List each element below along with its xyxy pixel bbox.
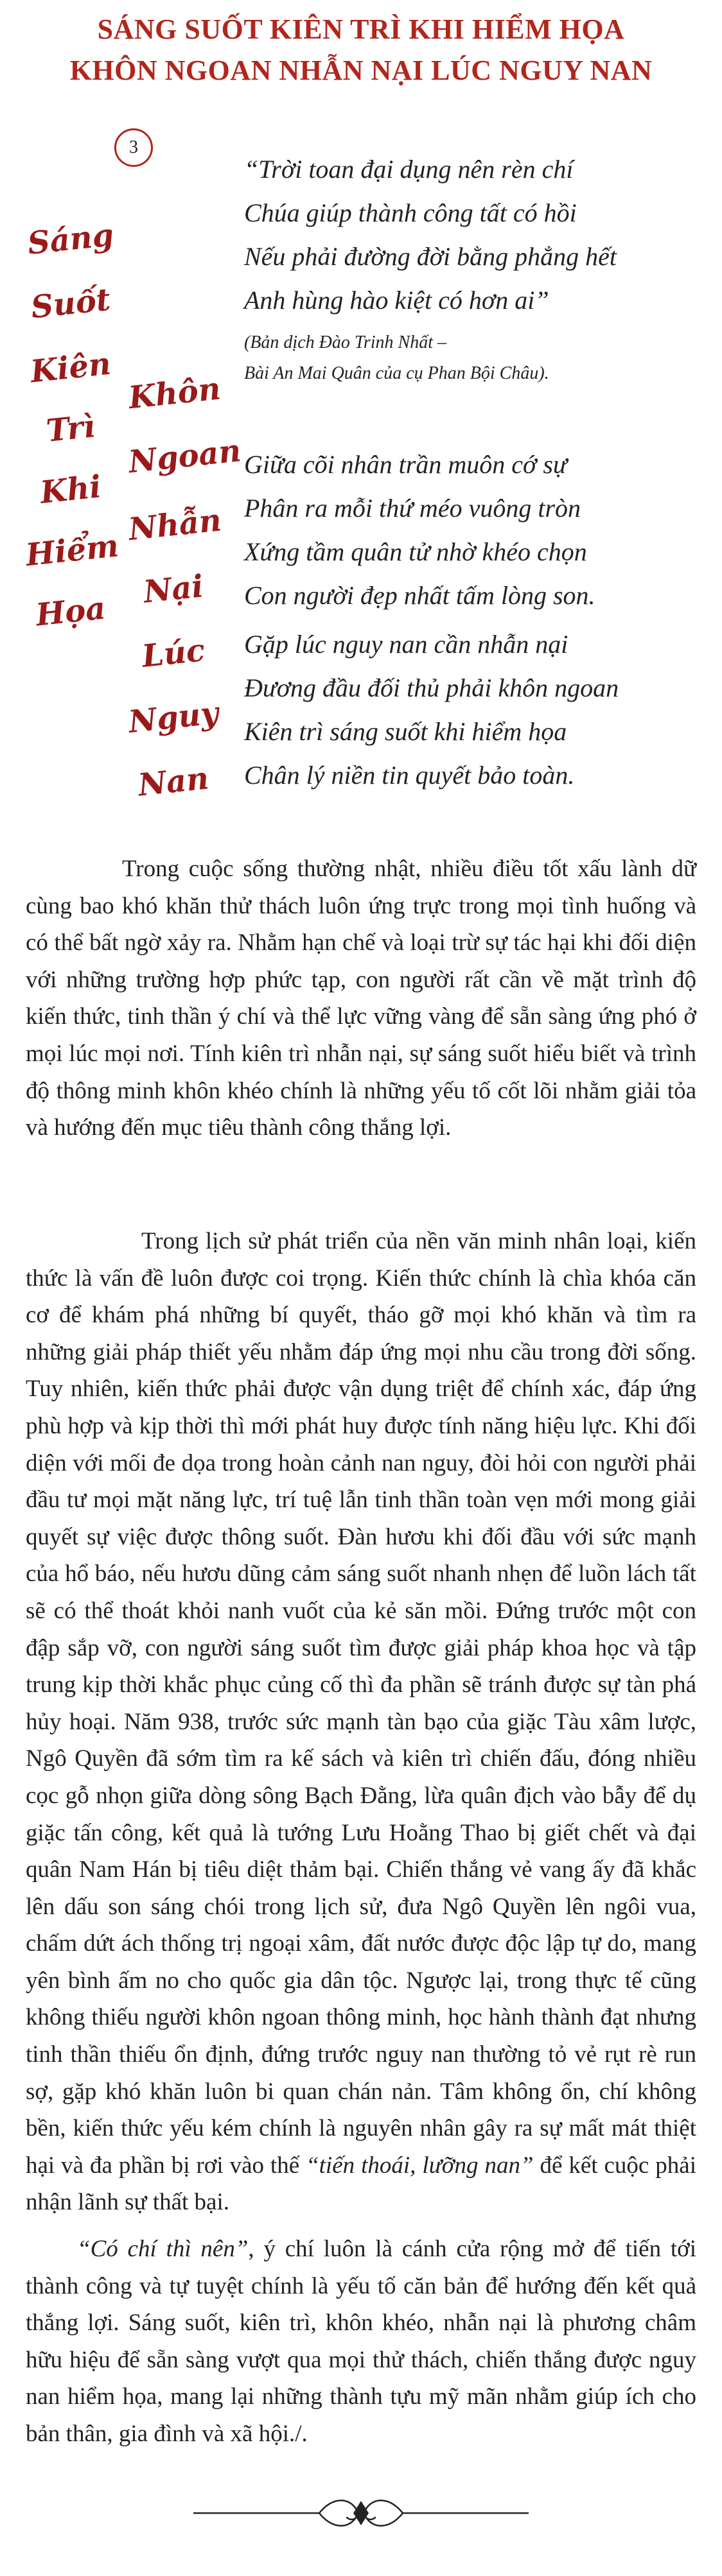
attribution-line: Bài An Mai Quân của cụ Phan Bội Châu).	[244, 363, 549, 383]
poem-line: “Trời toan đại dụng nên rèn chí	[244, 155, 574, 184]
poem-stanza-3	[244, 623, 707, 797]
poem-line: Phân ra mỗi thứ méo vuông tròn	[244, 494, 581, 523]
poem-line: Con người đẹp nhất tấm lòng son.	[244, 581, 595, 610]
calligraphy-word: Nại	[141, 568, 206, 610]
calligraphy-word: Lúc	[140, 632, 207, 675]
calligraphy-word: Sáng	[26, 217, 116, 262]
calligraphy-word: Trì	[44, 408, 97, 449]
poem-line: Xứng tầm quân tử nhờ khéo chọn	[244, 537, 587, 566]
calligraphy-word: Hiểm	[24, 528, 121, 574]
poem-stanza-2	[244, 443, 707, 618]
quoted-phrase: “Có chí thì nên”	[77, 2236, 249, 2262]
paragraph-text: , ý chí luôn là cánh cửa rộng mở để tiến tới thành công và tự tuyệt chính là yếu tố căn bản để hướng đến kết quả thắng lợi. Sáng suốt, kiên trì, khôn khéo, nhẫn nại là phương châm hữu hiệu để sẵn sàng vượt qua mọi thử thách, chiến thắng được nguy nan hiểm họa, mang lại những thành tựu mỹ mãn nhằm giúp ích cho bản thân, gia đình và xã hội./.	[26, 2236, 696, 2447]
poem-line: Gặp lúc nguy nan cần nhẫn nại	[244, 630, 568, 659]
calligraphy-word: Nguy	[127, 695, 220, 741]
poem-line: Giữa cõi nhân trần muôn cớ sự	[244, 450, 567, 479]
calligraphy-word: Khôn	[127, 370, 223, 417]
article-title-line-2: KHÔN NGOAN NHẪN NẠI LÚC NGUY NAN	[69, 55, 653, 86]
poem-line: Kiên trì sáng suốt khi hiểm họa	[244, 717, 567, 746]
calligraphy-word: Kiên	[28, 345, 113, 390]
paragraph-text: để kết cuộc phải nhận lãnh sự thất bại.	[26, 2152, 697, 2216]
poem-stanza-1	[244, 148, 707, 322]
poem-attribution	[244, 327, 707, 389]
closing-ornament-icon	[188, 2491, 534, 2536]
attribution-line: (Bản dịch Đào Trinh Nhất –	[244, 333, 447, 352]
poem-line: Anh hùng hào kiệt có hơn ai”	[244, 286, 549, 315]
page-number-badge: 3	[114, 128, 153, 167]
poem-line: Chúa giúp thành công tất có hồi	[244, 198, 577, 227]
calligraphy-word: Ngoan	[127, 433, 243, 481]
article-title-line-1: SÁNG SUỐT KIÊN TRÌ KHI HIỂM HỌA	[97, 13, 625, 45]
calligraphy-word: Nan	[136, 760, 211, 804]
poem-line: Nếu phải đường đời bằng phẳng hết	[244, 242, 617, 271]
calligraphy-word: Nhẫn	[127, 502, 224, 548]
body-paragraph-2	[26, 1223, 696, 2221]
calligraphy-word: Họa	[34, 590, 107, 634]
calligraphy-word: Suốt	[29, 281, 112, 326]
poem-line: Đương đầu đối thủ phải khôn ngoan	[244, 673, 619, 702]
quoted-phrase: “tiến thoái, lưỡng nan”	[306, 2152, 534, 2179]
body-paragraph-3	[26, 2231, 696, 2453]
calligraphy-word: Khi	[38, 469, 103, 511]
poem-line: Chân lý niền tin quyết bảo toàn.	[244, 761, 575, 790]
paragraph-text: Trong lịch sử phát triển của nền văn minh nhân loại, kiến thức là vấn đề luôn được coi trọng. Kiến thức chính là chìa khóa căn cơ để khám phá những bí quyết, tháo gỡ mọi khó khăn và tìm ra những giải pháp thiết yếu nhằm đáp ứng mọi nhu cầu trong đời sống. Tuy nhiên, kiến thức phải được vận dụng triệt để chính xác, đáp ứng phù hợp và kịp thời thì mới phát huy được tính năng hiệu lực. Khi đối diện với mối đe dọa trong hoàn cảnh nan nguy, đòi hỏi con người phải đầu tư mọi mặt năng lực, trí tuệ lẫn tinh thần toàn vẹn mới mong giải quyết sự việc được thông suốt. Đàn hươu khi đối đầu với sức mạnh của hổ báo, nếu hươu dũng cảm sáng suốt nhanh nhẹn để luồn lách tất sẽ có thể thoát khỏi nanh vuốt của kẻ săn mồi. Đứng trước một con đập sắp vỡ, con người sáng suốt tìm được giải pháp khoa học và tập trung kịp thời khắc phục củng cố thì đa phần sẽ tránh được sự tàn phá hủy hoại. Năm 938, trước sức mạnh tàn bạo của giặc Tàu xâm lược, Ngô Quyền đã sớm tìm ra kế sách và kiên trì chiến đấu, đóng nhiều cọc gỗ nhọn giữa dòng sông Bạch Đằng, lừa quân địch vào bẫy để dụ giặc tấn công, kết quả là tướng Lưu Hoằng Thao bị giết chết và đại quân Nam Hán bị tiêu diệt thảm bại. Chiến thắng vẻ vang ấy đã khắc lên dấu son sáng chói trong lịch sử, đưa Ngô Quyền lên ngôi vua, chấm dứt ách thống trị ngoại xâm, đất nước được độc lập tự do, mang yên bình ấm no cho quốc gia dân tộc. Ngược lại, trong thực tế cũng không thiếu người khôn ngoan thông minh, học hành thành đạt nhưng tinh thần thiếu ổn định, đứng trước nguy nan thường tỏ vẻ rụt rè run sợ, gặp khó khăn luôn bi quan chán nản. Tâm không ổn, chí không bền, kiến thức yếu kém chính là nguyên nhân gây ra sự mất mát thiệt hại và đa phần bị rơi vào thế	[26, 1228, 696, 2179]
body-paragraph-1: Trong cuộc sống thường nhật, nhiều điều tốt xấu lành dữ cùng bao khó khăn thử thách luôn ứng trực trong mọi tình huống và có thể bất ngờ xảy ra. Nhằm hạn chế và loại trừ sự tác hại khi đối diện với những trường hợp phức tạp, con người rất cần về mặt trình độ kiến thức, tinh thần ý chí và thể lực vững vàng để sẵn sàng ứng phó ở mọi lúc mọi nơi. Tính kiên trì nhẫn nại, sự sáng suốt hiểu biết và trình độ thông minh khôn khéo chính là những yếu tố cốt lõi nhằm giải tỏa và hướng đến mục tiêu thành công thắng lợi.	[26, 856, 696, 1141]
